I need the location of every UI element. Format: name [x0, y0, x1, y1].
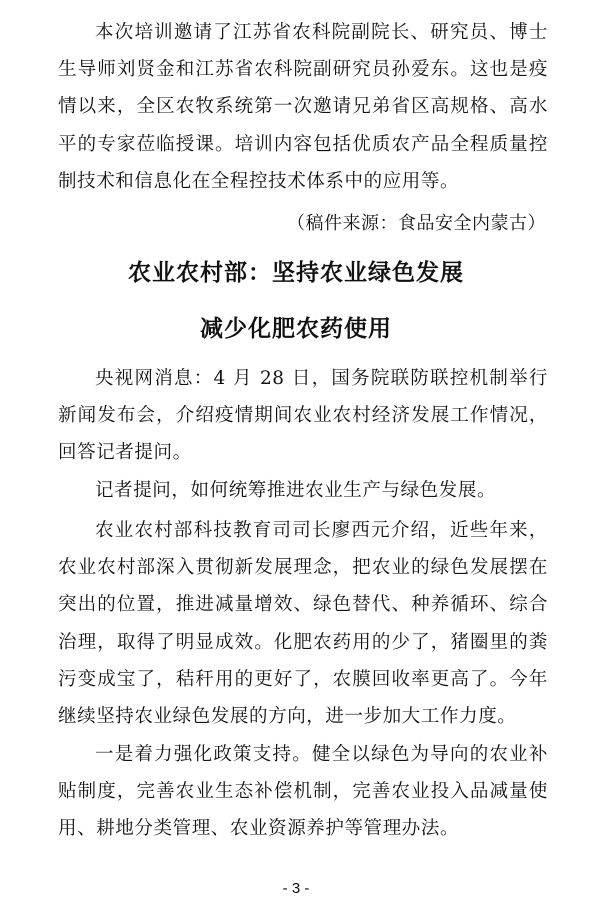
body-paragraph-2: 记者提问，如何统筹推进农业生产与绿色发展。 — [95, 480, 497, 501]
body-paragraph-3: 农业农村部科技教育司司长廖西元介绍，近些年来，农业农村部深入贯彻新发展理念，把农业的绿色发展摆在突出的位置，推进减量增效、绿色替代、种养循环、综合治理，取得了明显成效。化肥农药用的少了，猪圈里的粪污变成宝了，秸秆用的更好了，农膜回收率更高了。今年继续坚持农业绿色发展的方向，进一步加大工作力度。 — [58, 520, 548, 728]
page-number: - 3 - — [282, 880, 310, 897]
intro-paragraph: 本次培训邀请了江苏省农科院副院长、研究员、博士生导师刘贤金和江苏省农科院副研究员孙爱东。这也是疫情以来，全区农牧系统第一次邀请兄弟省区高规格、高水平的专家莅临授课。培训内容包括优质农产品全程质量控制技术和信息化在全程控技术体系中的应用等。 — [58, 22, 548, 192]
body-paragraph-1: 央视网消息：4 月 28 日，国务院联防联控机制举行新闻发布会，介绍疫情期间农业农村经济发展工作情况，回答记者提问。 — [58, 368, 548, 464]
source-note: （稿件来源：食品安全内蒙古） — [287, 213, 546, 234]
article-title-line-1: 农业农村部：坚持农业绿色发展 — [128, 260, 464, 286]
article-title-line-2: 减少化肥农药使用 — [200, 316, 392, 342]
body-paragraph-4: 一是着力强化政策支持。健全以绿色为导向的农业补贴制度，完善农业生态补偿机制，完善农业投入品减量使用、耕地分类管理、农业资源养护等管理办法。 — [58, 744, 548, 840]
